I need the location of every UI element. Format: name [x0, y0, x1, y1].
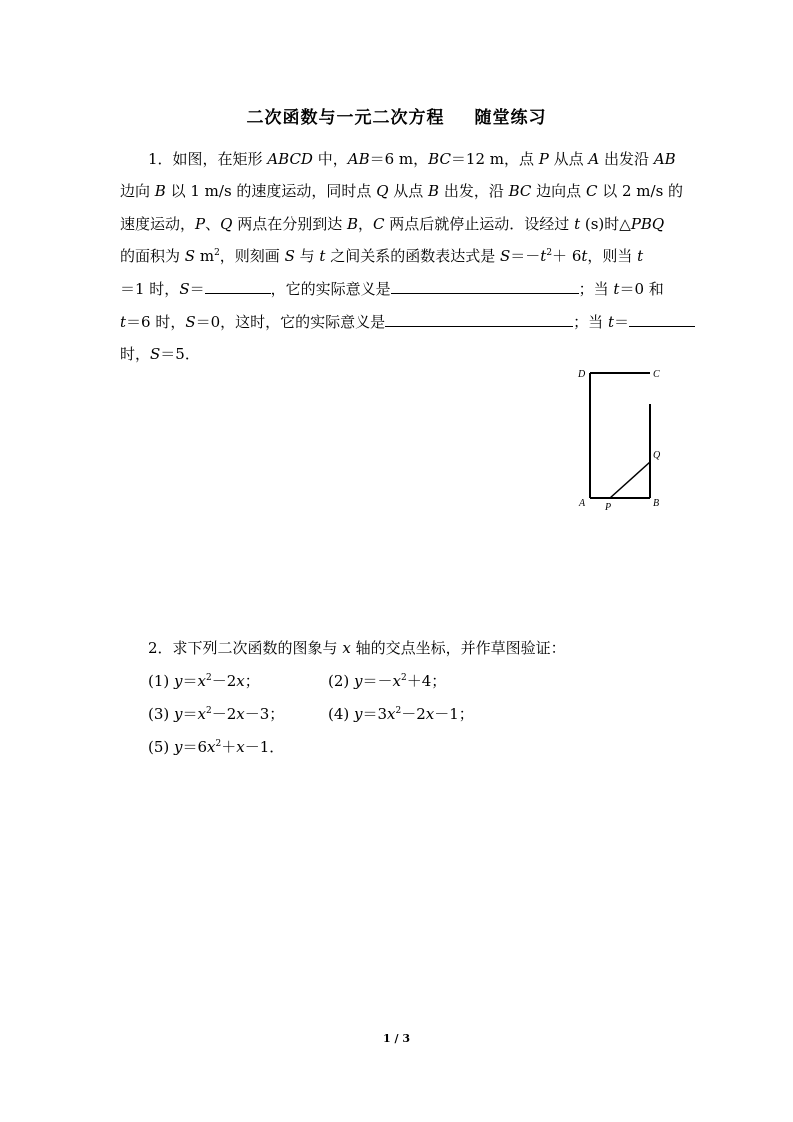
page-title [0, 103, 793, 128]
q2-item-1: (1) $y=x^2-2x$； [148, 672, 260, 690]
title-sub: 随堂练习 [474, 108, 547, 128]
label-p: P [605, 502, 612, 513]
q1-line-3: 速度运动，P、Q 两点在分别到达 B，C 两点后就停止运动．设经过 t (s)时△PBQ [120, 215, 665, 233]
q1-line-6: t＝6 时，S＝0，这时，它的实际意义是 ；当 t＝ [120, 311, 695, 332]
q1-line-5: ＝1 时，S＝ ，它的实际意义是 ；当 t＝0 和 [120, 280, 664, 298]
segment-pq [610, 462, 650, 498]
answer-blank-1[interactable] [205, 279, 271, 294]
q2-item-3: (3) $y=x^2-2x-3$； [148, 705, 285, 723]
answer-blank-2[interactable] [391, 279, 579, 294]
answer-blank-4[interactable] [629, 312, 695, 327]
label-d: D [578, 369, 586, 380]
q2-item-2: (2) $y=-x^2+4$； [328, 672, 447, 690]
q2-stem: 2．求下列二次函数的图象与 x 轴的交点坐标，并作草图验证： [148, 639, 566, 657]
page-number: 1 / 3 [383, 1032, 410, 1045]
label-q: Q [653, 450, 661, 461]
label-c: C [653, 369, 660, 380]
q1-line-4: 的面积为 S $m^2$，则刻画 S 与 t 之间关系的函数表达式是 $S=-t^2+ 6t$，则当 t [120, 247, 644, 265]
label-b: B [653, 498, 660, 509]
answer-blank-3[interactable] [385, 312, 573, 327]
title-main: 二次函数与一元二次方程 [246, 108, 445, 128]
q1-line-7: 时，S＝5． [120, 345, 200, 363]
q2-item-5: (5) $y=6x^2+x-1$． [148, 738, 285, 756]
q1-line-2: 边向 B 以 1 m/s 的速度运动，同时点 Q 从点 B 出发，沿 BC 边向点 C 以 2 m/s 的 [120, 182, 684, 200]
label-a: A [579, 498, 586, 509]
rectangle-figure [572, 362, 672, 514]
q2-item-4: (4) $y=3x^2-2x-1$； [328, 705, 474, 723]
q1-line-1: 1．如图，在矩形 ABCD 中，AB＝6 m，BC＝12 m，点 P 从点 A 出发沿 AB [148, 150, 676, 168]
